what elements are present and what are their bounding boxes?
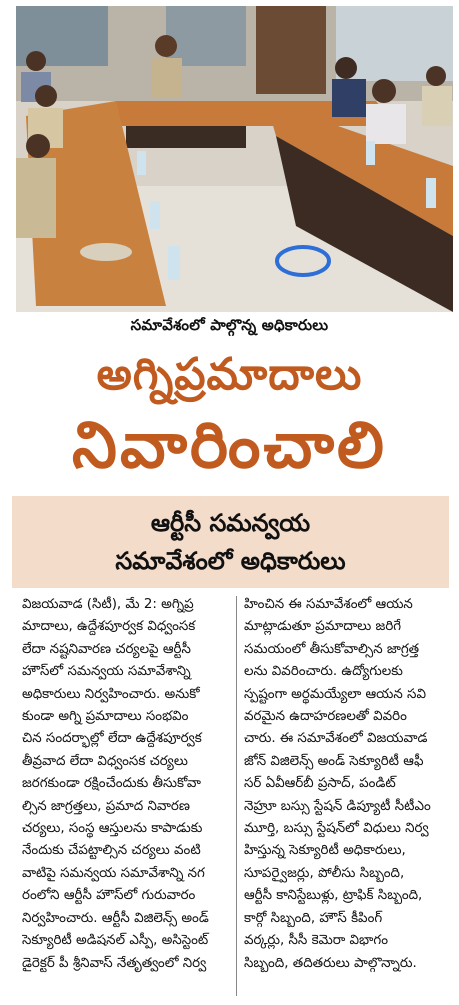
article-line: నేందుకు చేపట్టాల్సిన చర్యలు వంటి: [22, 843, 201, 859]
article-line: లేదా నష్టనివారణ చర్యలపై ఆర్టీసీ: [22, 641, 191, 657]
article-line: సెక్యూరిటీ అడిషనల్ ఎస్పీ, అసిస్టెంట్: [22, 933, 209, 949]
headline-line-1: అగ్నిప్రమాదాలు: [96, 349, 363, 400]
article-line: నిర్వహించారు. ఆర్టీసీ విజిలెన్స్ అండ్: [22, 910, 209, 926]
article-line: ఆర్టీసీ కానిస్టేబుళ్లు, ట్రాఫిక్ సిబ్బంది,: [244, 888, 423, 904]
article-line: ల్సిన జాగ్రత్తలు, ప్రమాద నివారణ: [22, 798, 190, 814]
meeting-photo-illustration: [16, 6, 453, 312]
article-line: విజయవాడ (సిటీ), మే 2: అగ్నిప్ర: [22, 597, 194, 612]
article-line: హిస్తున్న సెక్యూరిటీ అధికారులు,: [244, 843, 406, 859]
article-line: రంలోని ఆర్టీసీ హౌస్‌లో గురువారం: [22, 888, 196, 904]
article-line: వర్కర్లు, సీసీ కెమెరా విభాగం: [244, 933, 389, 949]
article-line: సమయంలో తీసుకోవాల్సిన జాగ్రత్త: [244, 641, 420, 657]
article-line: తీవ్రవాద లేదా విధ్వంసక చర్యలు: [22, 753, 188, 769]
article-line: కుండా అగ్ని ప్రమాదాలు సంభవిం: [22, 709, 189, 725]
article-line: అధికారులు నిర్వహించారు. అనుకో: [22, 686, 200, 702]
article-line: నెహ్రూ బస్సు స్టేషన్ డిప్యూటీ సీటీఎం: [244, 798, 431, 814]
article-line: సర్ ఏవీఆర్‌బీ ప్రసాద్, పండిట్: [244, 776, 396, 792]
article-line: సిబ్బంది, తదితరులు పాల్గొన్నారు.: [244, 955, 417, 971]
subheadline-box: [12, 496, 449, 588]
photo-caption: సమావేశంలో పాల్గొన్న అధికారులు: [130, 316, 329, 334]
article-line: మాదాలు, ఉద్దేశపూర్వక విధ్వంసక: [22, 619, 196, 635]
article-line: చిన సందర్భాల్లో లేదా ఉద్దేశపూర్వక: [22, 731, 202, 747]
article-line: లను వివరించారు. ఉద్యోగులకు: [244, 664, 403, 680]
article-line: హౌస్‌లో సమన్వయ సమావేశాన్ని: [22, 664, 191, 680]
column-divider: [236, 596, 237, 996]
article-column-right: [244, 594, 452, 998]
article-line: స్పష్టంగా అర్థమయ్యేలా ఆయన సవి: [244, 686, 426, 702]
article-line: కార్గో సిబ్బంది, హౌస్ కీపింగ్: [244, 910, 383, 926]
article-line: డైరెక్టర్ పీ శ్రీనివాస్ నేతృత్వంలో నిర్వ: [22, 955, 207, 971]
article-line: జోన్ విజిలెన్స్ అండ్ సెక్యూరిటీ ఆఫీ: [244, 753, 424, 769]
article-line: మూర్తి, బస్సు స్టేషన్‌లో విధులు నిర్వ: [244, 821, 429, 837]
meeting-photo: [16, 6, 453, 312]
subheadline-line-1: ఆర్టీసీ సమన్వయ: [150, 509, 311, 537]
article-column-left: [22, 594, 230, 998]
article-line: చారు. ఈ సమావేశంలో విజయవాడ: [244, 731, 428, 747]
article-line: జరగకుండా రక్షించేందుకు తీసుకోవా: [22, 776, 201, 792]
article-line: హించిన ఈ సమావేశంలో ఆయన: [244, 597, 413, 612]
article-line: మాట్లాడుతూ ప్రమాదాలు జరిగే: [244, 619, 402, 635]
headline-line-2: నివారించాలి: [72, 409, 387, 483]
article-line: వరమైన ఉదాహరణలతో వివరిం: [244, 709, 407, 725]
article-line: వాటిపై సమన్వయ సమావేశాన్ని నగ: [22, 865, 205, 881]
article-line: సూపర్వైజర్లు, పోలీసు సిబ్బంది,: [244, 865, 405, 881]
article-line: చర్యలు, సంస్థ ఆస్తులను కాపాడుకు: [22, 821, 203, 837]
subheadline-line-2: సమావేశంలో అధికారులు: [115, 547, 346, 575]
